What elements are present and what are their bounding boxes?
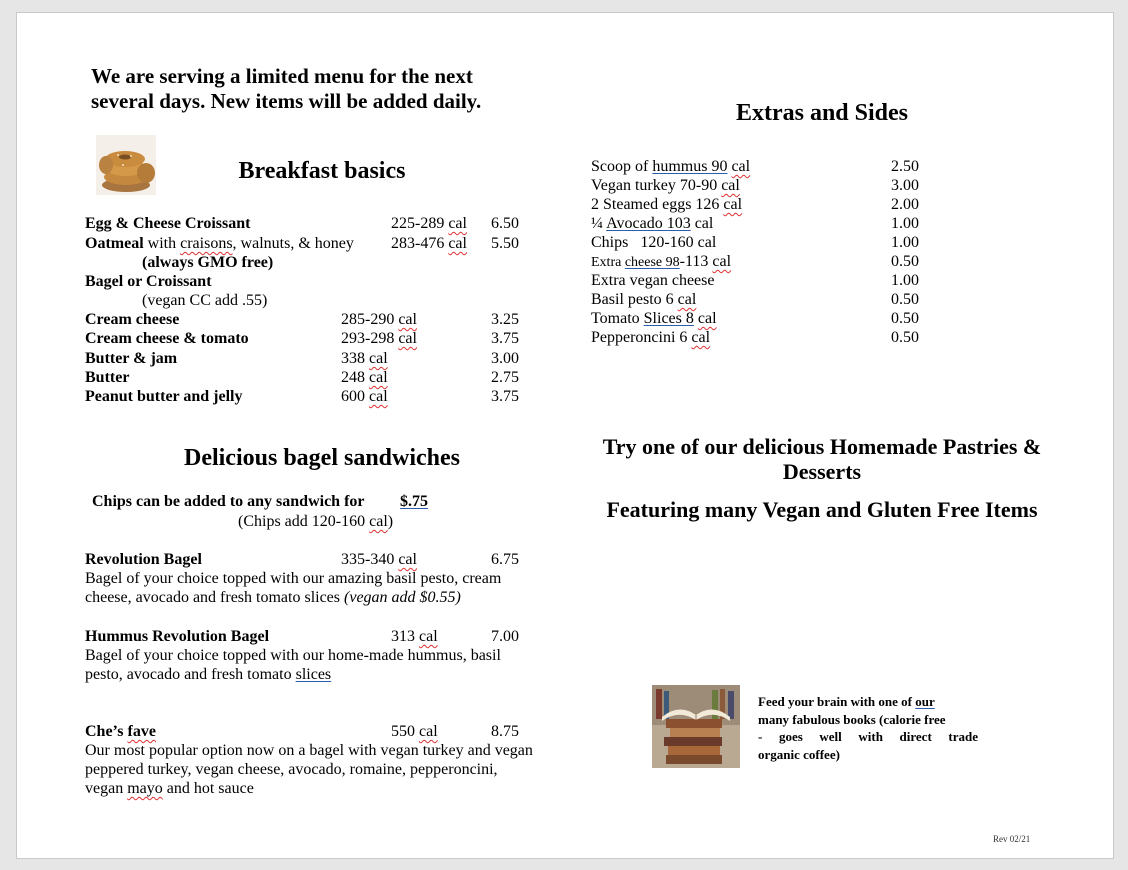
books-line-4: organic coffee) xyxy=(758,746,840,762)
extras-row xyxy=(591,195,931,214)
extras-row xyxy=(591,328,931,347)
extras-price: 3.00 xyxy=(891,177,919,194)
extras-text: Basil pesto 6 xyxy=(591,291,678,308)
extras-item: Extra vegan cheese xyxy=(591,272,715,289)
item-desc: with xyxy=(143,235,181,252)
cal-value: 285-290 xyxy=(341,311,395,328)
intro-line-2: several days. New items will be added daily. xyxy=(91,89,482,113)
cal-unit: cal xyxy=(398,330,417,347)
pastries-promo xyxy=(587,434,1057,484)
books-line-1 xyxy=(758,693,978,711)
desc-line: Bagel of your choice topped with our amazing basil pesto, cream xyxy=(85,570,502,587)
extras-item: Chips 120-160 cal xyxy=(591,234,717,251)
item-name-text: fave xyxy=(127,723,156,740)
menu-row xyxy=(85,550,525,569)
extras-row xyxy=(591,252,931,271)
extras-item xyxy=(591,176,740,195)
item-name: Bagel or Croissant xyxy=(85,273,212,290)
cal-unit: cal xyxy=(398,551,417,568)
item-price: 2.75 xyxy=(491,369,519,386)
cal-unit: cal xyxy=(448,235,467,252)
extras-text: Extra xyxy=(591,255,625,270)
desc-text: and hot sauce xyxy=(162,780,254,797)
extras-price: 0.50 xyxy=(891,253,919,270)
desc-text: mayo xyxy=(127,780,163,797)
item-cal xyxy=(391,722,438,741)
extras-item xyxy=(591,214,713,233)
extras-item xyxy=(591,309,717,328)
cal-value: 248 xyxy=(341,369,365,386)
item-name: Cream cheese xyxy=(85,311,180,328)
extras-row xyxy=(591,309,931,328)
extras-price: 2.50 xyxy=(891,158,919,175)
item-price: 7.00 xyxy=(491,628,519,645)
item-name: Butter & jam xyxy=(85,350,178,367)
extras-item xyxy=(591,195,742,214)
item-name: Peanut butter and jelly xyxy=(85,388,243,405)
extras-price: 1.00 xyxy=(891,234,919,251)
item-cal xyxy=(391,214,467,233)
item-description xyxy=(85,569,555,607)
item-name: Revolution Bagel xyxy=(85,551,202,568)
extras-row xyxy=(591,214,931,233)
desc-line xyxy=(85,665,555,684)
extras-text: cal xyxy=(677,291,697,308)
cal-unit: cal xyxy=(448,215,467,232)
intro-line-1: We are serving a limited menu for the next xyxy=(91,64,473,88)
extras-item xyxy=(591,252,731,272)
extras-price: 2.00 xyxy=(891,196,919,213)
item-cal xyxy=(341,550,417,569)
books-line-3: - goes well with direct trade xyxy=(758,729,978,744)
extras-item xyxy=(591,328,710,347)
chips-cal-close: ) xyxy=(387,513,394,530)
item-price: 3.75 xyxy=(491,330,519,347)
bagel-photo-icon xyxy=(96,135,156,195)
extras-text: Slices 8 xyxy=(643,310,694,327)
extras-price: 1.00 xyxy=(891,272,919,289)
cal-unit: cal xyxy=(369,350,388,367)
item-price: 3.00 xyxy=(491,350,519,367)
vegan-note: (vegan add $0.55) xyxy=(344,589,461,606)
item-desc: , walnuts, & honey xyxy=(232,235,354,252)
featuring-note: Featuring many Vegan and Gluten Free Items xyxy=(606,497,1038,522)
menu-row xyxy=(85,329,525,348)
cal-value: 550 xyxy=(391,723,415,740)
books-text: Feed your brain with one of xyxy=(758,694,916,709)
extras-item xyxy=(591,290,696,309)
item-price: 3.25 xyxy=(491,311,519,328)
extras-text: ¼ xyxy=(591,215,607,232)
extras-text: Pepperoncini 6 xyxy=(591,329,692,346)
extras-text: Tomato xyxy=(591,310,644,327)
extras-row xyxy=(591,290,931,309)
extras-text: cal xyxy=(731,158,751,175)
item-price: 8.75 xyxy=(491,723,519,740)
chips-price: $.75 xyxy=(400,493,428,510)
extras-price: 0.50 xyxy=(891,291,919,308)
item-name: Cream cheese & tomato xyxy=(85,330,249,347)
extras-price: 1.00 xyxy=(891,215,919,232)
item-name: Oatmeal xyxy=(85,235,144,252)
desc-text: pesto, avocado and fresh tomato xyxy=(85,666,296,683)
menu-row xyxy=(85,234,525,253)
cal-value: 313 xyxy=(391,628,415,645)
desc-text: cheese, avocado and fresh tomato slices xyxy=(85,589,345,606)
item-cal xyxy=(341,329,417,348)
extras-text: hummus 90 xyxy=(652,158,728,175)
desc-line xyxy=(85,588,555,607)
pastries-line-2: Desserts xyxy=(782,459,862,484)
item-cal xyxy=(391,627,438,646)
cal-value: 338 xyxy=(341,350,365,367)
item-note: (always GMO free) xyxy=(142,254,274,271)
cal-value: 600 xyxy=(341,388,365,405)
extras-text: Avocado 103 xyxy=(606,215,691,232)
chips-note: Chips can be added to any sandwich for xyxy=(92,493,365,510)
cal-unit: cal xyxy=(369,369,388,386)
extras-text: cal xyxy=(712,253,732,270)
desc-line xyxy=(85,779,565,798)
item-name: Egg & Cheese Croissant xyxy=(85,215,251,232)
item-cal xyxy=(341,368,388,387)
cal-value: 225-289 xyxy=(391,215,445,232)
extras-text: cal xyxy=(691,329,711,346)
cal-unit: cal xyxy=(369,513,388,530)
menu-row xyxy=(85,310,525,329)
menu-page xyxy=(16,12,1114,859)
item-cal xyxy=(341,387,388,406)
extras-text: cal xyxy=(694,215,714,232)
item-name-line xyxy=(85,234,354,253)
extras-row xyxy=(591,233,931,252)
cal-unit: cal xyxy=(419,628,438,645)
item-name-text: Che’s xyxy=(85,723,128,740)
cal-value: 335-340 xyxy=(341,551,395,568)
sandwiches-title: Delicious bagel sandwiches xyxy=(183,445,461,471)
item-description xyxy=(85,646,555,684)
item-desc: craisons xyxy=(180,235,233,252)
menu-row xyxy=(85,368,525,387)
extras-text: 2 Steamed eggs 126 xyxy=(591,196,724,213)
item-price: 6.75 xyxy=(491,551,519,568)
menu-row xyxy=(85,349,525,368)
desc-text: vegan xyxy=(85,780,128,797)
extras-price: 0.50 xyxy=(891,310,919,327)
extras-title: Extras and Sides xyxy=(735,100,909,126)
pastries-line-1: Try one of our delicious Homemade Pastries & xyxy=(602,434,1042,459)
item-cal xyxy=(341,349,388,368)
extras-text: Scoop of xyxy=(591,158,653,175)
menu-row xyxy=(85,627,525,646)
item-cal xyxy=(341,310,417,329)
cal-unit: cal xyxy=(369,388,388,405)
menu-row xyxy=(85,722,525,741)
extras-text: cheese 98 xyxy=(624,255,680,270)
intro-text xyxy=(91,64,531,114)
extras-text: cal xyxy=(723,196,743,213)
revision-note: Rev 02/21 xyxy=(993,834,1031,844)
extras-text: Vegan turkey 70-90 xyxy=(591,177,722,194)
books-note xyxy=(758,693,978,763)
desc-underlined: slices xyxy=(295,666,332,683)
extras-row xyxy=(591,157,931,176)
item-price: 3.75 xyxy=(491,388,519,405)
menu-row xyxy=(85,214,525,233)
books-line-2: many fabulous books (calorie free xyxy=(758,711,946,727)
chips-cal-text: (Chips add 120-160 xyxy=(238,513,370,530)
item-name xyxy=(85,722,156,741)
books-text: our xyxy=(915,694,935,709)
item-note: (vegan CC add .55) xyxy=(142,292,268,309)
cal-value: 283-476 xyxy=(391,235,445,252)
desc-line: peppered turkey, vegan cheese, avocado, romaine, pepperoncini, xyxy=(85,761,498,778)
item-cal xyxy=(391,234,467,253)
extras-item xyxy=(591,157,750,176)
breakfast-title: Breakfast basics xyxy=(238,158,406,184)
cal-value: 293-298 xyxy=(341,330,395,347)
desc-line: Bagel of your choice topped with our home-made hummus, basil xyxy=(85,647,501,664)
extras-text: cal xyxy=(697,310,717,327)
books-photo-icon xyxy=(652,685,740,768)
extras-row xyxy=(591,176,931,195)
extras-text: -113 xyxy=(679,253,713,270)
extras-row xyxy=(591,271,931,290)
item-price: 5.50 xyxy=(491,235,519,252)
desc-line: Our most popular option now on a bagel with vegan turkey and vegan xyxy=(85,742,533,759)
cal-unit: cal xyxy=(398,311,417,328)
item-name: Butter xyxy=(85,369,130,386)
extras-text: cal xyxy=(721,177,740,194)
item-price: 6.50 xyxy=(491,215,519,232)
chips-cal-note xyxy=(238,512,393,531)
cal-unit: cal xyxy=(419,723,438,740)
item-name: Hummus Revolution Bagel xyxy=(85,628,270,645)
item-description xyxy=(85,741,565,798)
menu-row xyxy=(85,387,525,406)
extras-price: 0.50 xyxy=(891,329,919,346)
